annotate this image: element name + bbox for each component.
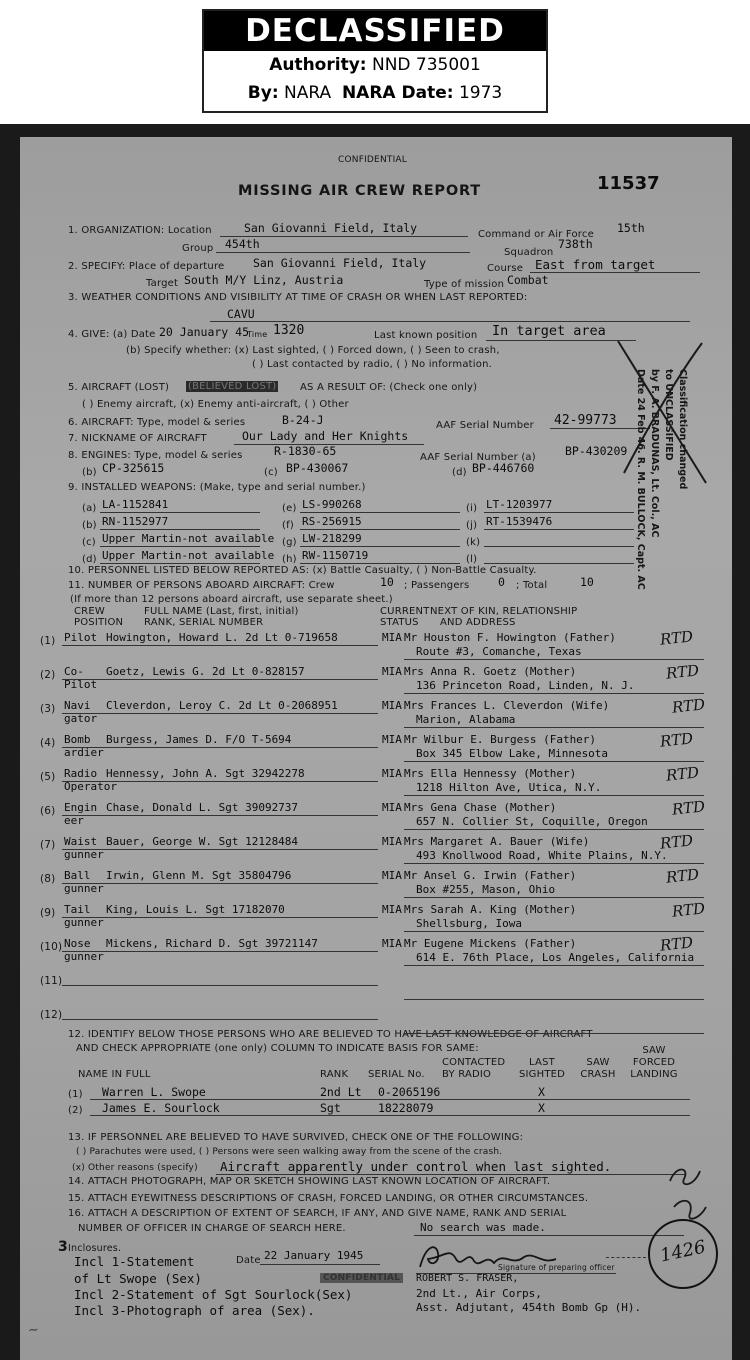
confidential-footer: CONFIDENTIAL (320, 1273, 403, 1283)
weapon-serial: LA-1152841 (102, 498, 169, 511)
crew-row-number: (6) (40, 805, 56, 817)
crew-position-2: eer (64, 814, 84, 827)
crew-position-2: gunner (64, 882, 104, 895)
officer-in-charge: NUMBER OF OFFICER IN CHARGE OF SEARCH HERE. (78, 1223, 346, 1234)
crew-row-number: (9) (40, 907, 56, 919)
s12-head-forced: SAW FORCED LANDING (630, 1045, 678, 1080)
command-value: 15th (617, 221, 645, 235)
crew-row-number: (3) (40, 703, 56, 715)
rtd-annotation: RTD (665, 661, 700, 683)
crew-address-rule (404, 863, 704, 864)
attach-eyewitness: 15. ATTACH EYEWITNESS DESCRIPTIONS OF CRASH, FORCED LANDING, OR OTHER CIRCUMSTANCES. (68, 1193, 589, 1204)
stamp-authority: Authority: NND 735001 (269, 55, 481, 75)
side-stamp-4: Date 24 Feb 46. R. M. BULLOCK, Capt. AC (635, 369, 646, 590)
s12-head-crash: SAW CRASH (580, 1057, 616, 1080)
total-label: ; Total (516, 580, 548, 591)
aircraft-lost-label: 5. AIRCRAFT (LOST) (68, 382, 170, 393)
departure-value: San Giovanni Field, Italy (253, 256, 427, 270)
incl-2: Incl 2-Statement of Sgt Sourlock(Sex) (74, 1287, 353, 1302)
rtd-annotation: RTD (671, 797, 706, 819)
side-stamp-3: by F. A. BRADUNAS, Lt. Col., AC (649, 369, 660, 538)
crew-address-rule (404, 931, 704, 932)
s12-serial: 18228079 (378, 1101, 434, 1115)
crew-name-rule (62, 781, 378, 782)
crew-name: Howington, Howard L. 2d Lt 0-719658 (106, 631, 338, 644)
engine-c-label: (c) (264, 467, 278, 478)
engine-b-label: (b) (82, 467, 97, 478)
crew-row-number: (12) (40, 1009, 63, 1021)
weapon-slot-label: (e) (282, 503, 297, 514)
crew-address: 657 N. Collier St, Coquille, Oregon (416, 815, 648, 828)
incl-1: Incl 1-Statement (74, 1254, 195, 1269)
nickname-value: Our Lady and Her Knights (242, 429, 409, 443)
stamp-cross-mark (610, 333, 720, 503)
s12-row-number: (2) (68, 1105, 83, 1116)
group-label: Group (182, 243, 214, 254)
identify-label-1: 12. IDENTIFY BELOW THOSE PERSONS WHO ARE BELIEVED TO HAVE LAST KNOWLEDGE OF AIRCRAFT (68, 1029, 593, 1040)
s12-serial: 0-2065196 (378, 1085, 441, 1099)
crew-position: Radio (64, 767, 98, 780)
s12-head-sighted: LAST SIGHTED (518, 1057, 566, 1080)
weapon-underline (100, 546, 260, 547)
crew-position: Engin (64, 801, 98, 814)
weapon-underline (100, 563, 260, 564)
s12-sighted-mark: X (538, 1101, 545, 1115)
other-reasons-label: (x) Other reasons (specify) (72, 1163, 198, 1173)
crew-row-number: (11) (40, 975, 63, 987)
weapon-slot-label: (h) (282, 554, 297, 565)
form-title: MISSING AIR CREW REPORT (238, 183, 481, 199)
weapon-slot-label: (c) (82, 537, 96, 548)
struck-text: (BELIEVED LOST) (188, 381, 277, 392)
crew-row-number: (4) (40, 737, 56, 749)
crew-status: MIA (382, 631, 402, 644)
weapon-serial: LW-218299 (302, 532, 362, 545)
weapon-serial: Upper Martin-not available (102, 532, 275, 545)
aircraft-type-label: 6. AIRCRAFT: Type, model & series (68, 417, 246, 428)
s12-row-rule (90, 1115, 690, 1116)
weapon-serial: RW-1150719 (302, 549, 369, 562)
crew-head-status: CURRENT STATUS (380, 606, 430, 628)
crew-address: Shellsburg, Iowa (416, 917, 522, 930)
rtd-annotation: RTD (671, 899, 706, 921)
date-label: Date (236, 1255, 261, 1266)
s12-head-name: NAME IN FULL (78, 1069, 151, 1080)
date-footer-value: 22 January 1945 (264, 1249, 364, 1262)
crew-status: MIA (382, 801, 402, 814)
crew-row-number: (10) (40, 941, 63, 953)
attach-photo: 14. ATTACH PHOTOGRAPH, MAP OR SKETCH SHOWING LAST KNOWN LOCATION OF AIRCRAFT. (68, 1176, 551, 1187)
crew-name-rule (62, 815, 378, 816)
weapon-serial: LS-990268 (302, 498, 362, 511)
s12-name: James E. Sourlock (102, 1101, 220, 1115)
crew-address-rule (404, 999, 704, 1000)
crew-position-2: Pilot (64, 678, 98, 691)
s12-name: Warren L. Swope (102, 1085, 206, 1099)
crew-position: Tail (64, 903, 91, 916)
crew-head-kin: NEXT OF KIN, RELATIONSHIP AND ADDRESS (430, 606, 578, 628)
crew-name: Hennessy, John A. Sgt 32942278 (106, 767, 305, 780)
weapon-slot-label: (d) (82, 554, 97, 565)
s12-rank: Sgt (320, 1101, 341, 1115)
course-label: Course (487, 263, 524, 274)
crew-head-name: FULL NAME (Last, first, initial) RANK, SERIAL NUMBER (144, 606, 299, 628)
officer-rank: 2nd Lt., Air Corps, (416, 1287, 542, 1300)
crew-row-number: (2) (40, 669, 56, 681)
signature-label: Signature of preparing officer (498, 1263, 615, 1272)
crew-count: 10 (380, 575, 394, 589)
crew-row-number: (7) (40, 839, 56, 851)
stamp-by: By: NARA NARA Date: 1973 (247, 83, 503, 103)
side-stamp-2: to UNCLASSIFIED (663, 369, 674, 461)
s12-row-rule (90, 1099, 690, 1100)
weapon-serial: RN-1152977 (102, 515, 169, 528)
crew-name-rule (62, 883, 378, 884)
s12-head-radio: CONTACTED BY RADIO (442, 1057, 506, 1080)
rtd-annotation: RTD (659, 831, 694, 853)
aircraft-type: B-24-J (282, 413, 324, 427)
weapon-slot-label: (g) (282, 537, 297, 548)
crew-name-rule (62, 747, 378, 748)
declassified-stamp (202, 9, 548, 113)
weapon-slot-label: (f) (282, 520, 294, 531)
crew-position: Co- (64, 665, 84, 678)
crew-address-rule (404, 761, 704, 762)
crew-name-rule (62, 985, 378, 986)
classification-header: CONFIDENTIAL (338, 155, 408, 165)
officer-name: ROBERT S. FRASER, (416, 1273, 519, 1284)
crew-address: Box #255, Mason, Ohio (416, 883, 556, 896)
rtd-annotation: RTD (665, 865, 700, 887)
crew-name: Chase, Donald L. Sgt 39092737 (106, 801, 299, 814)
position-value: In target area (492, 323, 606, 339)
handwritten-initials (660, 1157, 730, 1227)
crew-name: Cleverdon, Leroy C. 2d Lt 0-2068951 (106, 699, 338, 712)
crew-address-rule (404, 659, 704, 660)
crew-next-of-kin: Mr Houston F. Howington (Father) (404, 631, 616, 644)
crew-position: Bomb (64, 733, 91, 746)
engines-label: 8. ENGINES: Type, model & series (68, 450, 243, 461)
crew-address: 136 Princeton Road, Linden, N. J. (416, 679, 635, 692)
passengers-label: ; Passengers (404, 580, 470, 591)
crew-address-rule (404, 965, 704, 966)
crew-name: Irwin, Glenn M. Sgt 35804796 (106, 869, 292, 882)
weapon-underline (300, 529, 460, 530)
engines-serial-label: AAF Serial Number (a) (420, 452, 536, 463)
squadron-label: Squadron (504, 247, 554, 258)
give-label: 4. GIVE: (a) Date (68, 329, 156, 340)
crew-name-rule (62, 1019, 378, 1020)
crew-position: Pilot (64, 631, 98, 644)
crew-address-rule (404, 795, 704, 796)
crew-status: MIA (382, 767, 402, 780)
crew-position-2: gunner (64, 950, 104, 963)
date-value: 20 January 45 (159, 325, 250, 339)
survived-options: ( ) Parachutes were used, ( ) Persons were seen walking away from the scene of the crash. (76, 1147, 503, 1157)
rtd-annotation: RTD (659, 729, 694, 751)
crew-address-rule (404, 693, 704, 694)
inclosures-label: Inclosures. (68, 1243, 122, 1254)
engine-d: BP-446760 (472, 461, 535, 475)
result-label: AS A RESULT OF: (Check one only) (300, 382, 478, 393)
crew-position-2: gunner (64, 848, 104, 861)
crew-status: MIA (382, 733, 402, 746)
weapon-underline (484, 546, 634, 547)
weapon-serial: Upper Martin-not available (102, 549, 275, 562)
crew-next-of-kin: Mrs Anna R. Goetz (Mother) (404, 665, 577, 678)
crew-next-of-kin: Mrs Margaret A. Bauer (Wife) (404, 835, 590, 848)
crew-position-2: gunner (64, 916, 104, 929)
crew-next-of-kin: Mr Eugene Mickens (Father) (404, 937, 577, 950)
crew-address: Marion, Alabama (416, 713, 516, 726)
target-label: Target (146, 278, 179, 289)
weapon-slot-label: (a) (82, 503, 97, 514)
crew-status: MIA (382, 903, 402, 916)
incl-1b: of Lt Swope (Sex) (74, 1271, 202, 1286)
crew-head-position: CREW POSITION (74, 606, 124, 628)
crew-name-rule (62, 951, 378, 952)
report-form (20, 137, 732, 1360)
crew-status: MIA (382, 937, 402, 950)
time-value: 1320 (273, 323, 305, 338)
corner-note: ~ (27, 1322, 40, 1339)
crew-row-number: (5) (40, 771, 56, 783)
weapon-slot-label: (i) (466, 503, 478, 514)
crew-address-rule (404, 829, 704, 830)
mission-value: Combat (507, 273, 549, 287)
s12-head-serial: SERIAL No. (368, 1069, 425, 1080)
crew-name-rule (62, 917, 378, 918)
crew-name: King, Louis L. Sgt 17182070 (106, 903, 285, 916)
org-label: 1. ORGANIZATION: Location (68, 225, 212, 236)
passengers-count: 0 (498, 575, 505, 589)
rtd-annotation: RTD (659, 627, 694, 649)
s12-rank: 2nd Lt (320, 1085, 362, 1099)
crew-position-2: ardier (64, 746, 104, 759)
weapon-underline (484, 512, 634, 513)
rtd-annotation: RTD (659, 933, 694, 955)
group-value: 454th (225, 237, 260, 251)
crew-address-rule (404, 897, 704, 898)
position-label: Last known position (374, 330, 478, 341)
weapon-underline (100, 529, 260, 530)
side-stamp-1: Classification changed (677, 369, 688, 490)
engine-d-label: (d) (452, 467, 467, 478)
circled-number: 1426 (658, 1236, 708, 1267)
specify-whether-2: ( ) Last contacted by radio, ( ) No information. (252, 359, 492, 370)
weapon-slot-label: (k) (466, 537, 481, 548)
engine-c: BP-430067 (286, 461, 349, 475)
crew-address-rule (404, 1033, 704, 1034)
command-label: Command or Air Force (478, 229, 594, 240)
crew-status: MIA (382, 699, 402, 712)
crew-status: MIA (382, 869, 402, 882)
crew-name: Mickens, Richard D. Sgt 39721147 (106, 937, 318, 950)
persons-note: (If more than 12 persons aboard aircraft, use separate sheet.) (70, 594, 393, 605)
weapon-slot-label: (b) (82, 520, 97, 531)
crew-next-of-kin: Mr Ansel G. Irwin (Father) (404, 869, 577, 882)
crew-position: Waist (64, 835, 98, 848)
squadron-value: 738th (558, 237, 593, 251)
crew-position: Ball (64, 869, 91, 882)
crew-status: MIA (382, 835, 402, 848)
officer-title: Asst. Adjutant, 454th Bomb Gp (H). (416, 1301, 642, 1314)
rtd-annotation: RTD (671, 695, 706, 717)
crew-next-of-kin: Mrs Gena Chase (Mother) (404, 801, 557, 814)
stamp-title: DECLASSIFIED (204, 11, 546, 51)
crew-name-rule (62, 713, 378, 714)
engine-a: BP-430209 (565, 444, 628, 458)
s12-head-rank: RANK (320, 1069, 349, 1080)
weapon-underline (100, 512, 260, 513)
weapons-label: 9. INSTALLED WEAPONS: (Make, type and serial number.) (68, 482, 366, 493)
crew-next-of-kin: Mrs Ella Hennessy (Mother) (404, 767, 577, 780)
weapon-slot-label: (l) (466, 554, 478, 565)
identify-label-2: AND CHECK APPROPRIATE (one only) COLUMN TO INDICATE BASIS FOR SAME: (76, 1043, 479, 1054)
persons-aboard-label: 11. NUMBER OF PERSONS ABOARD AIRCRAFT: Crew (68, 580, 335, 591)
weather-value: CAVU (227, 307, 255, 321)
crew-name: Goetz, Lewis G. 2d Lt 0-828157 (106, 665, 305, 678)
nickname-label: 7. NICKNAME OF AIRCRAFT (68, 433, 207, 444)
crew-name-rule (62, 679, 378, 680)
search-value: No search was made. (420, 1221, 546, 1234)
aircraft-serial-label: AAF Serial Number (436, 420, 534, 431)
crew-next-of-kin: Mrs Sarah A. King (Mother) (404, 903, 577, 916)
weapon-serial: RS-256915 (302, 515, 362, 528)
crew-position: Navi (64, 699, 91, 712)
weapon-underline (300, 563, 460, 564)
crew-address: 1218 Hilton Ave, Utica, N.Y. (416, 781, 602, 794)
weapon-underline (484, 563, 634, 564)
time-label: Time (247, 330, 268, 339)
target-value: South M/Y Linz, Austria (184, 273, 344, 287)
crew-position-2: Operator (64, 780, 117, 793)
crew-name-rule (62, 645, 378, 646)
s12-row-number: (1) (68, 1089, 83, 1100)
report-number: 11537 (597, 173, 660, 194)
crew-address: Box 345 Elbow Lake, Minnesota (416, 747, 609, 760)
personnel-reported: 10. PERSONNEL LISTED BELOW REPORTED AS: (x) Battle Casualty, ( ) Non-Battle Casualty. (68, 565, 537, 576)
org-location: San Giovanni Field, Italy (244, 221, 418, 235)
crew-next-of-kin: Mr Wilbur E. Burgess (Father) (404, 733, 597, 746)
attach-search: 16. ATTACH A DESCRIPTION OF EXTENT OF SEARCH, IF ANY, AND GIVE NAME, RANK AND SERIAL (68, 1208, 567, 1219)
weapon-serial: LT-1203977 (486, 498, 553, 511)
crew-address-rule (404, 727, 704, 728)
weapon-slot-label: (j) (466, 520, 478, 531)
crew-next-of-kin: Mrs Frances L. Cleverdon (Wife) (404, 699, 610, 712)
course-value: East from target (535, 257, 656, 272)
mission-label: Type of mission (424, 279, 505, 290)
specify-whether: (b) Specify whether: (x) Last sighted, ( ) Forced down, ( ) Seen to crash, (126, 345, 500, 356)
survived-label: 13. IF PERSONNEL ARE BELIEVED TO HAVE SURVIVED, CHECK ONE OF THE FOLLOWING: (68, 1132, 524, 1143)
crew-row-number: (8) (40, 873, 56, 885)
aircraft-serial: 42-99773 (554, 413, 617, 428)
crew-name-rule (62, 849, 378, 850)
engines-type: R-1830-65 (274, 444, 337, 458)
weapon-underline (300, 512, 460, 513)
cause-options: ( ) Enemy aircraft, (x) Enemy anti-aircraft, ( ) Other (82, 399, 349, 410)
crew-row-number: (1) (40, 635, 56, 647)
s12-sighted-mark: X (538, 1085, 545, 1099)
weapon-serial: RT-1539476 (486, 515, 553, 528)
crew-address: 614 E. 76th Place, Los Angeles, California (416, 951, 695, 964)
crew-position-2: gator (64, 712, 98, 725)
crew-address: 493 Knollwood Road, White Plains, N.Y. (416, 849, 668, 862)
crew-name: Burgess, James D. F/O T-5694 (106, 733, 292, 746)
weapon-underline (484, 529, 634, 530)
weapon-underline (300, 546, 460, 547)
engine-b: CP-325615 (102, 461, 165, 475)
other-reasons-value: Aircraft apparently under control when last sighted. (220, 1159, 612, 1174)
crew-address: Route #3, Comanche, Texas (416, 645, 582, 658)
crew-position: Nose (64, 937, 91, 950)
crew-name: Bauer, George W. Sgt 12128484 (106, 835, 299, 848)
total-count: 10 (580, 575, 594, 589)
rtd-annotation: RTD (665, 763, 700, 785)
specify-label: 2. SPECIFY: Place of departure (68, 261, 225, 272)
crew-status: MIA (382, 665, 402, 678)
inclosure-mark: 3 (58, 1239, 68, 1255)
weather-label: 3. WEATHER CONDITIONS AND VISIBILITY AT TIME OF CRASH OR WHEN LAST REPORTED: (68, 292, 528, 303)
incl-3: Incl 3-Photograph of area (Sex). (74, 1303, 315, 1318)
